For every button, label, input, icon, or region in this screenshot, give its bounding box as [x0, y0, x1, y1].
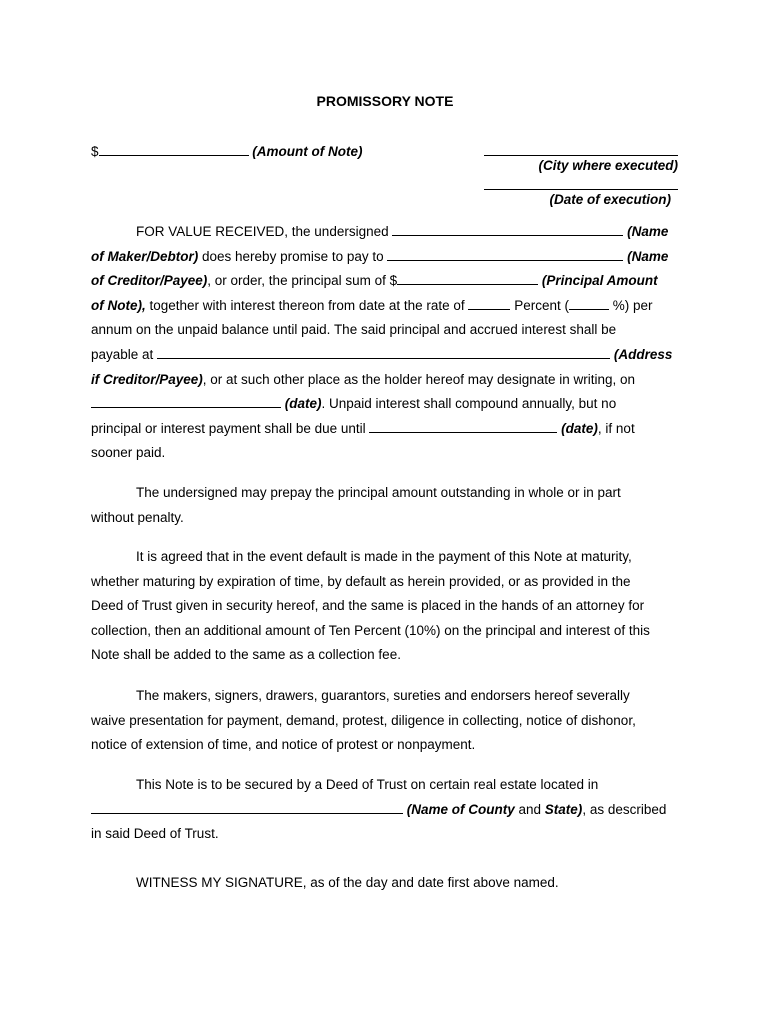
p1-text: payable at	[91, 346, 158, 362]
p1-text: , if not	[597, 420, 635, 436]
p2-line: The undersigned may prepay the principal amount outstanding in whole or in part	[136, 485, 621, 500]
maker-name-blank[interactable]	[392, 223, 623, 236]
p1-text: principal or interest payment shall be due until	[91, 420, 370, 436]
p1-line	[91, 294, 678, 319]
p3-line: whether maturing by expiration of time, by default as herein provided, or as provided in the	[91, 573, 631, 589]
due-date-blank[interactable]	[369, 420, 557, 433]
p1-text: . Unpaid interest shall compound annually, but no	[321, 396, 617, 412]
city-label: (City where executed)	[538, 158, 678, 173]
p3-line: collection, then an additional amount of Ten Percent (10%) on the principal and interest of this	[91, 622, 650, 638]
p1-text: Percent (	[510, 297, 569, 313]
p3-line: Note shall be added to the same as a collection fee.	[91, 647, 401, 663]
percent-blank[interactable]	[569, 297, 609, 310]
paragraph-witness	[91, 871, 678, 896]
p2-line: without penalty.	[91, 509, 184, 525]
address-blank[interactable]	[157, 346, 610, 359]
p1-line	[91, 343, 678, 368]
paragraph-prepay	[91, 481, 678, 530]
p1-label: (date)	[561, 420, 598, 436]
date-exec-label: (Date of execution)	[549, 192, 671, 207]
p1-label: (Name	[627, 248, 669, 264]
p5-line	[91, 798, 678, 823]
p1-line: annum on the unpaid balance until paid. The said principal and accrued interest shall be	[91, 322, 617, 338]
amount-blank[interactable]	[99, 143, 249, 156]
p3-line: It is agreed that in the event default is made in the payment of this Note at maturity,	[136, 549, 632, 564]
p5-line: This Note is to be secured by a Deed of Trust on certain real estate located in	[136, 777, 599, 792]
p1-label: if Creditor/Payee)	[91, 371, 203, 387]
interest-rate-blank[interactable]	[468, 297, 510, 310]
p5-text: , as described	[582, 801, 667, 817]
p1-line	[91, 368, 678, 393]
p6-line: WITNESS MY SIGNATURE, as of the day and date first above named.	[136, 875, 559, 890]
p5-line: in said Deed of Trust.	[91, 826, 219, 842]
p1-label: of Creditor/Payee)	[91, 273, 208, 289]
p1-text: , or order, the principal sum of $	[207, 273, 398, 289]
p1-label: of Note),	[91, 297, 146, 313]
p1-label: (date)	[284, 396, 322, 412]
paragraph-value-received	[91, 220, 678, 466]
p1-label: of Maker/Debtor)	[91, 248, 199, 264]
p1-text: together with interest thereon from date at the rate of	[145, 297, 469, 313]
p1-line	[91, 269, 678, 294]
p1-label: (Principal Amount	[541, 273, 658, 289]
creditor-name-blank[interactable]	[387, 248, 623, 261]
p5-text: and	[514, 801, 545, 817]
p1-text: , or at such other place as the holder hereof may designate in writing, on	[202, 371, 636, 387]
p1-line	[91, 417, 678, 442]
paragraph-waiver	[91, 684, 678, 758]
p1-line: sooner paid.	[91, 445, 166, 461]
paragraph-default	[91, 545, 678, 668]
p3-line: Deed of Trust given in security hereof, and the same is placed in the hands of an attorney for	[91, 598, 645, 614]
p1-label: (Address	[613, 346, 673, 362]
date-blank[interactable]	[91, 395, 281, 408]
document-title: PROMISSORY NOTE	[316, 93, 454, 109]
p1-line	[91, 392, 678, 417]
county-state-blank[interactable]	[91, 801, 403, 814]
amount-label: (Amount of Note)	[252, 144, 363, 159]
p1-text: does hereby promise to pay to	[198, 248, 388, 264]
principal-amount-blank[interactable]	[397, 272, 538, 285]
p4-line: notice of extension of time, and notice of protest or nonpayment.	[91, 737, 476, 753]
dollar-sign: $	[91, 144, 99, 159]
date-exec-blank[interactable]	[484, 175, 678, 190]
date-exec-block	[484, 175, 678, 207]
p4-line: The makers, signers, drawers, guarantors, sureties and endorsers hereof severally	[136, 688, 630, 703]
p1-line	[91, 220, 678, 245]
p1-text: %) per	[608, 297, 653, 313]
p1-label: (Name	[627, 224, 669, 239]
city-blank[interactable]	[484, 140, 678, 156]
amount-of-note-row	[91, 143, 363, 159]
p1-text: FOR VALUE RECEIVED, the undersigned	[136, 224, 393, 239]
p5-label: (Name of County	[406, 801, 515, 817]
city-block	[484, 140, 678, 173]
p5-label: State)	[544, 801, 583, 817]
paragraph-deed-of-trust	[91, 773, 678, 847]
p1-line	[91, 245, 678, 270]
p4-line: waive presentation for payment, demand, protest, diligence in collecting, notice of dishonor,	[91, 712, 636, 728]
